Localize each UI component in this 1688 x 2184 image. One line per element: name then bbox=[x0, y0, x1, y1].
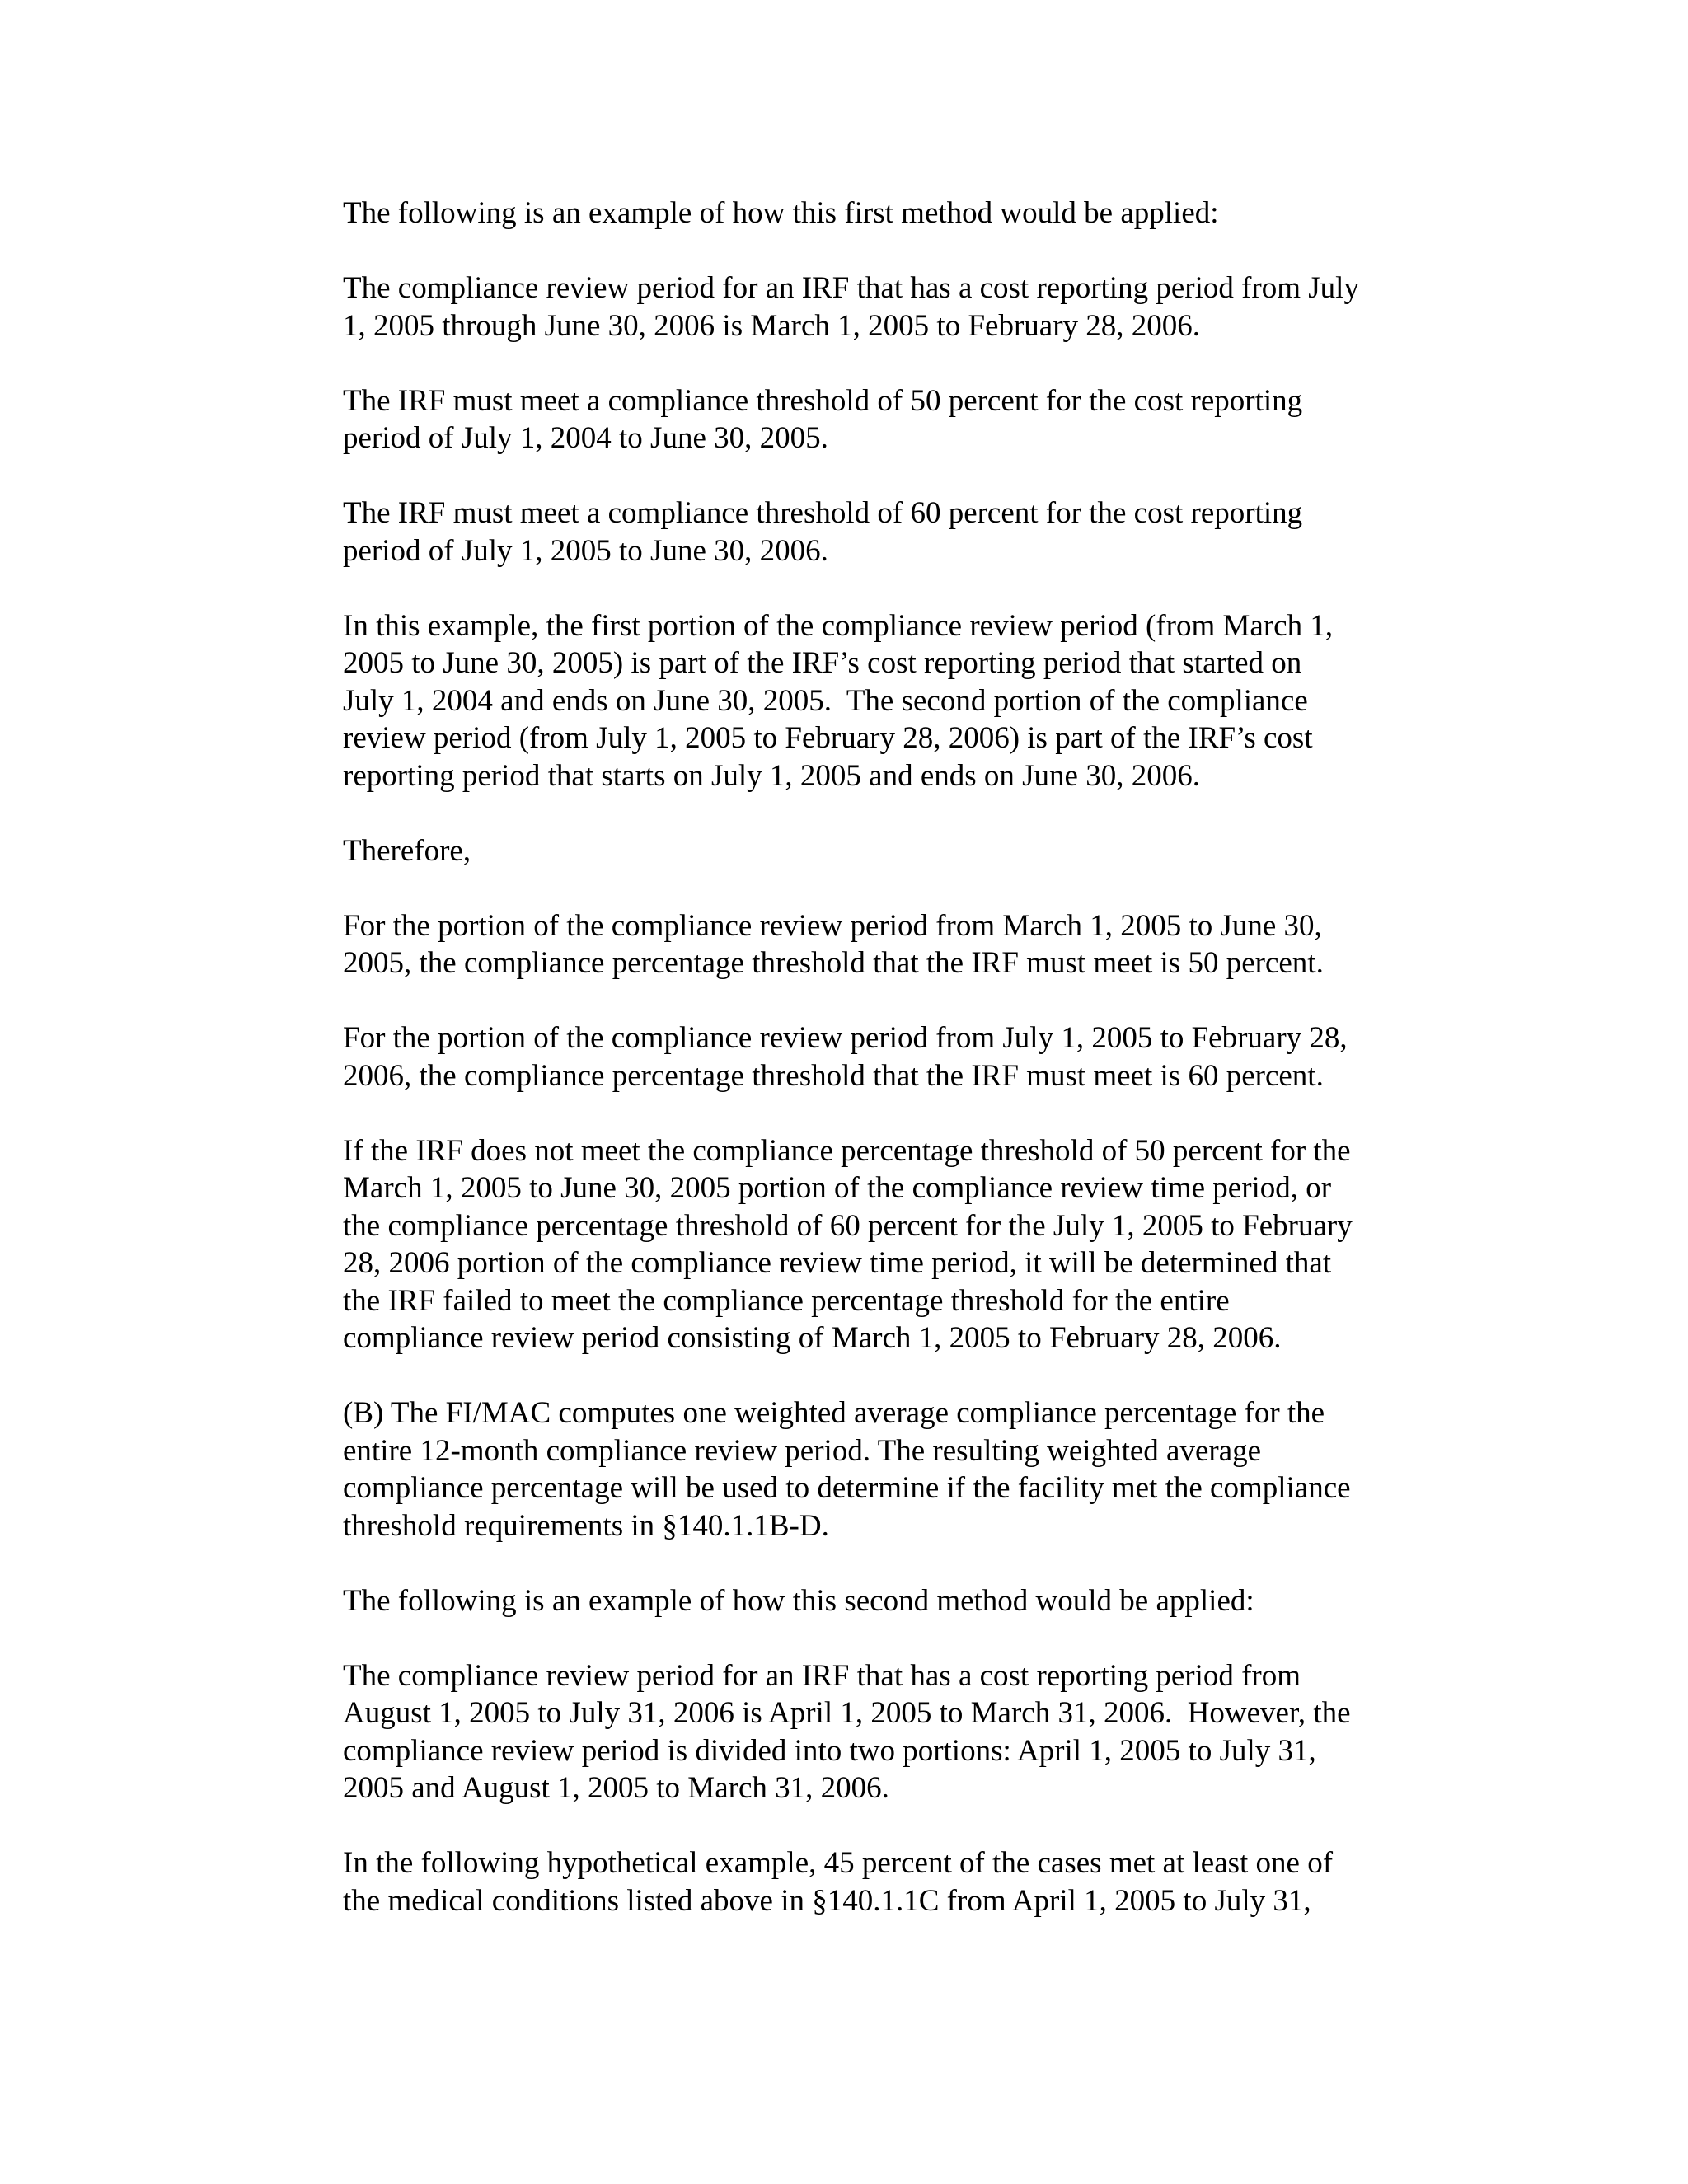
paragraph bbox=[343, 1582, 1447, 1620]
text-line: March 1, 2005 to June 30, 2005 portion of the compliance review time period, or bbox=[343, 1171, 1332, 1205]
paragraph bbox=[343, 269, 1447, 344]
text-line: period of July 1, 2004 to June 30, 2005. bbox=[343, 421, 828, 455]
paragraph bbox=[343, 382, 1447, 457]
text-line: For the portion of the compliance review period from March 1, 2005 to June 30, bbox=[343, 908, 1322, 943]
paragraph bbox=[343, 494, 1447, 569]
text-line: August 1, 2005 to July 31, 2006 is April 1, 2005 to March 31, 2006. However, the bbox=[343, 1696, 1351, 1730]
paragraph bbox=[343, 1844, 1447, 1919]
document-body bbox=[343, 194, 1447, 1957]
text-line: The compliance review period for an IRF that has a cost reporting period from bbox=[343, 1658, 1301, 1693]
text-line: In this example, the first portion of the compliance review period (from March 1, bbox=[343, 608, 1334, 643]
text-line: period of July 1, 2005 to June 30, 2006. bbox=[343, 533, 828, 568]
text-line: reporting period that starts on July 1, 2005 and ends on June 30, 2006. bbox=[343, 758, 1200, 793]
text-line: In the following hypothetical example, 45 percent of the cases met at least one of bbox=[343, 1846, 1334, 1880]
text-line: The IRF must meet a compliance threshold of 60 percent for the cost reporting bbox=[343, 496, 1303, 530]
text-line: The compliance review period for an IRF that has a cost reporting period from July bbox=[343, 271, 1359, 305]
text-line: compliance review period consisting of March 1, 2005 to February 28, 2006. bbox=[343, 1321, 1282, 1355]
text-line: 2006, the compliance percentage threshold that the IRF must meet is 60 percent. bbox=[343, 1058, 1324, 1093]
paragraph bbox=[343, 1019, 1447, 1094]
paragraph bbox=[343, 832, 1447, 870]
paragraph bbox=[343, 907, 1447, 982]
paragraph bbox=[343, 1132, 1447, 1357]
text-line: If the IRF does not meet the compliance percentage threshold of 50 percent for the bbox=[343, 1133, 1351, 1168]
text-line: July 1, 2004 and ends on June 30, 2005. The second portion of the compliance bbox=[343, 683, 1308, 718]
text-line: 2005 and August 1, 2005 to March 31, 2006. bbox=[343, 1771, 889, 1805]
paragraph bbox=[343, 607, 1447, 795]
text-line: 2005 to June 30, 2005) is part of the IRF’s cost reporting period that started on bbox=[343, 646, 1302, 680]
text-line: the IRF failed to meet the compliance percentage threshold for the entire bbox=[343, 1283, 1230, 1318]
text-line: 28, 2006 portion of the compliance review time period, it will be determined that bbox=[343, 1246, 1332, 1280]
text-line: 2005, the compliance percentage threshold that the IRF must meet is 50 percent. bbox=[343, 946, 1324, 980]
text-line: (B) The FI/MAC computes one weighted average compliance percentage for the bbox=[343, 1396, 1325, 1430]
text-line: the medical conditions listed above in §140.1.1C from April 1, 2005 to July 31, bbox=[343, 1883, 1311, 1918]
text-line: compliance percentage will be used to determine if the facility met the compliance bbox=[343, 1471, 1351, 1505]
text-line: Therefore, bbox=[343, 833, 471, 868]
paragraph bbox=[343, 1394, 1447, 1544]
paragraph bbox=[343, 1657, 1447, 1807]
text-line: The IRF must meet a compliance threshold of 50 percent for the cost reporting bbox=[343, 383, 1303, 418]
text-line: The following is an example of how this first method would be applied: bbox=[343, 196, 1219, 230]
text-line: entire 12-month compliance review period. The resulting weighted average bbox=[343, 1433, 1262, 1468]
text-line: For the portion of the compliance review period from July 1, 2005 to February 28, bbox=[343, 1021, 1348, 1055]
text-line: review period (from July 1, 2005 to February 28, 2006) is part of the IRF’s cost bbox=[343, 721, 1313, 755]
text-line: The following is an example of how this second method would be applied: bbox=[343, 1583, 1254, 1618]
text-line: compliance review period is divided into two portions: April 1, 2005 to July 31, bbox=[343, 1733, 1316, 1768]
text-line: 1, 2005 through June 30, 2006 is March 1, 2005 to February 28, 2006. bbox=[343, 308, 1201, 343]
text-line: threshold requirements in §140.1.1B-D. bbox=[343, 1508, 829, 1543]
text-line: the compliance percentage threshold of 60 percent for the July 1, 2005 to February bbox=[343, 1208, 1353, 1243]
paragraph bbox=[343, 194, 1447, 232]
